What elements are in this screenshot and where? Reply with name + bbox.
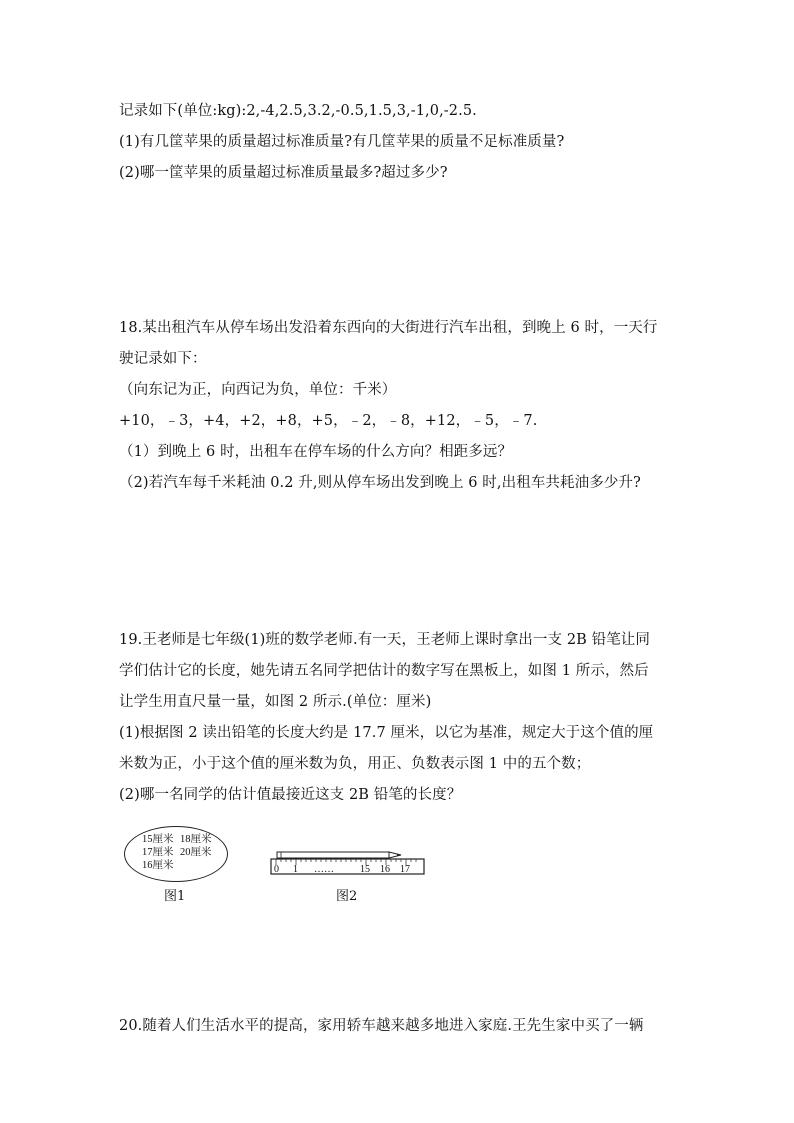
estimate-3: 17厘米 [142,847,174,858]
figure1-caption: 图1 [164,889,186,904]
q19-part1-line2: 米数为正，小于这个值的厘米数为负，用正、负数表示图 1 中的五个数； [119,756,591,772]
q17-part1: (1)有几筐苹果的质量超过标准质量?有几筐苹果的质量不足标准质量? [119,134,565,150]
q18-convention: （向东记为正，向西记为负，单位：千米） [119,382,397,398]
ruler-figure [270,846,430,882]
q19-figures [120,822,440,902]
q18-part1: （1）到晚上 6 时，出租车在停车场的什么方向？相距多远？ [119,444,513,460]
estimate-5: 16厘米 [142,860,174,871]
estimate-2: 18厘米 [180,834,212,845]
q19-stem-line2: 学们估计它的长度，她先请五名同学把估计的数字写在黑板上，如图 1 所示，然后 [119,663,649,679]
q19-stem-line3: 让学生用直尺量一量，如图 2 所示.(单位：厘米) [119,694,432,710]
q17-part2: (2)哪一筐苹果的质量超过标准质量最多?超过多少? [119,165,448,181]
estimate-4: 20厘米 [180,847,212,858]
q18-stem-line1: 18.某出租汽车从停车场出发沿着东西向的大街进行汽车出租，到晚上 6 时，一天行 [119,320,658,336]
ruler-label-15: 15 [360,864,370,875]
estimate-1: 15厘米 [142,834,174,845]
ruler-label-17: 17 [400,864,410,875]
q18-records: +10，﹣3，+4，+2，+8，+5，﹣2，﹣8，+12，﹣5，﹣7. [119,413,538,429]
q19-part2: (2)哪一名同学的估计值最接近这支 2B 铅笔的长度？ [119,787,462,803]
figure2-caption: 图2 [336,889,358,904]
q18-part2: （2)若汽车每千米耗油 0.2 升,则从停车场出发到晚上 6 时,出租车共耗油多少升? [119,475,641,491]
q17-data-line: 记录如下(单位:kg):2,-4,2.5,3.2,-0.5,1.5,3,-1,0,-2.5. [119,103,477,119]
estimates-ellipse [124,826,228,882]
ruler-label-16: 16 [380,864,390,875]
q19-stem-line1: 19.王老师是七年级(1)班的数学老师.有一天，王老师上课时拿出一支 2B 铅笔让同 [119,632,651,648]
pencil-icon [277,852,401,858]
q20-stem-line1: 20.随着人们生活水平的提高，家用轿车越来越多地进入家庭.王先生家中买了一辆 [119,1018,644,1034]
q18-stem-line2: 驶记录如下： [119,351,207,367]
q19-part1-line1: (1)根据图 2 读出铅笔的长度大约是 17.7 厘米，以它为基准，规定大于这个值的厘 [119,725,654,741]
ruler-label-1: 1 [293,864,298,875]
ruler-label-0: 0 [274,864,279,875]
ruler-label-ellipsis: …… [314,864,334,875]
